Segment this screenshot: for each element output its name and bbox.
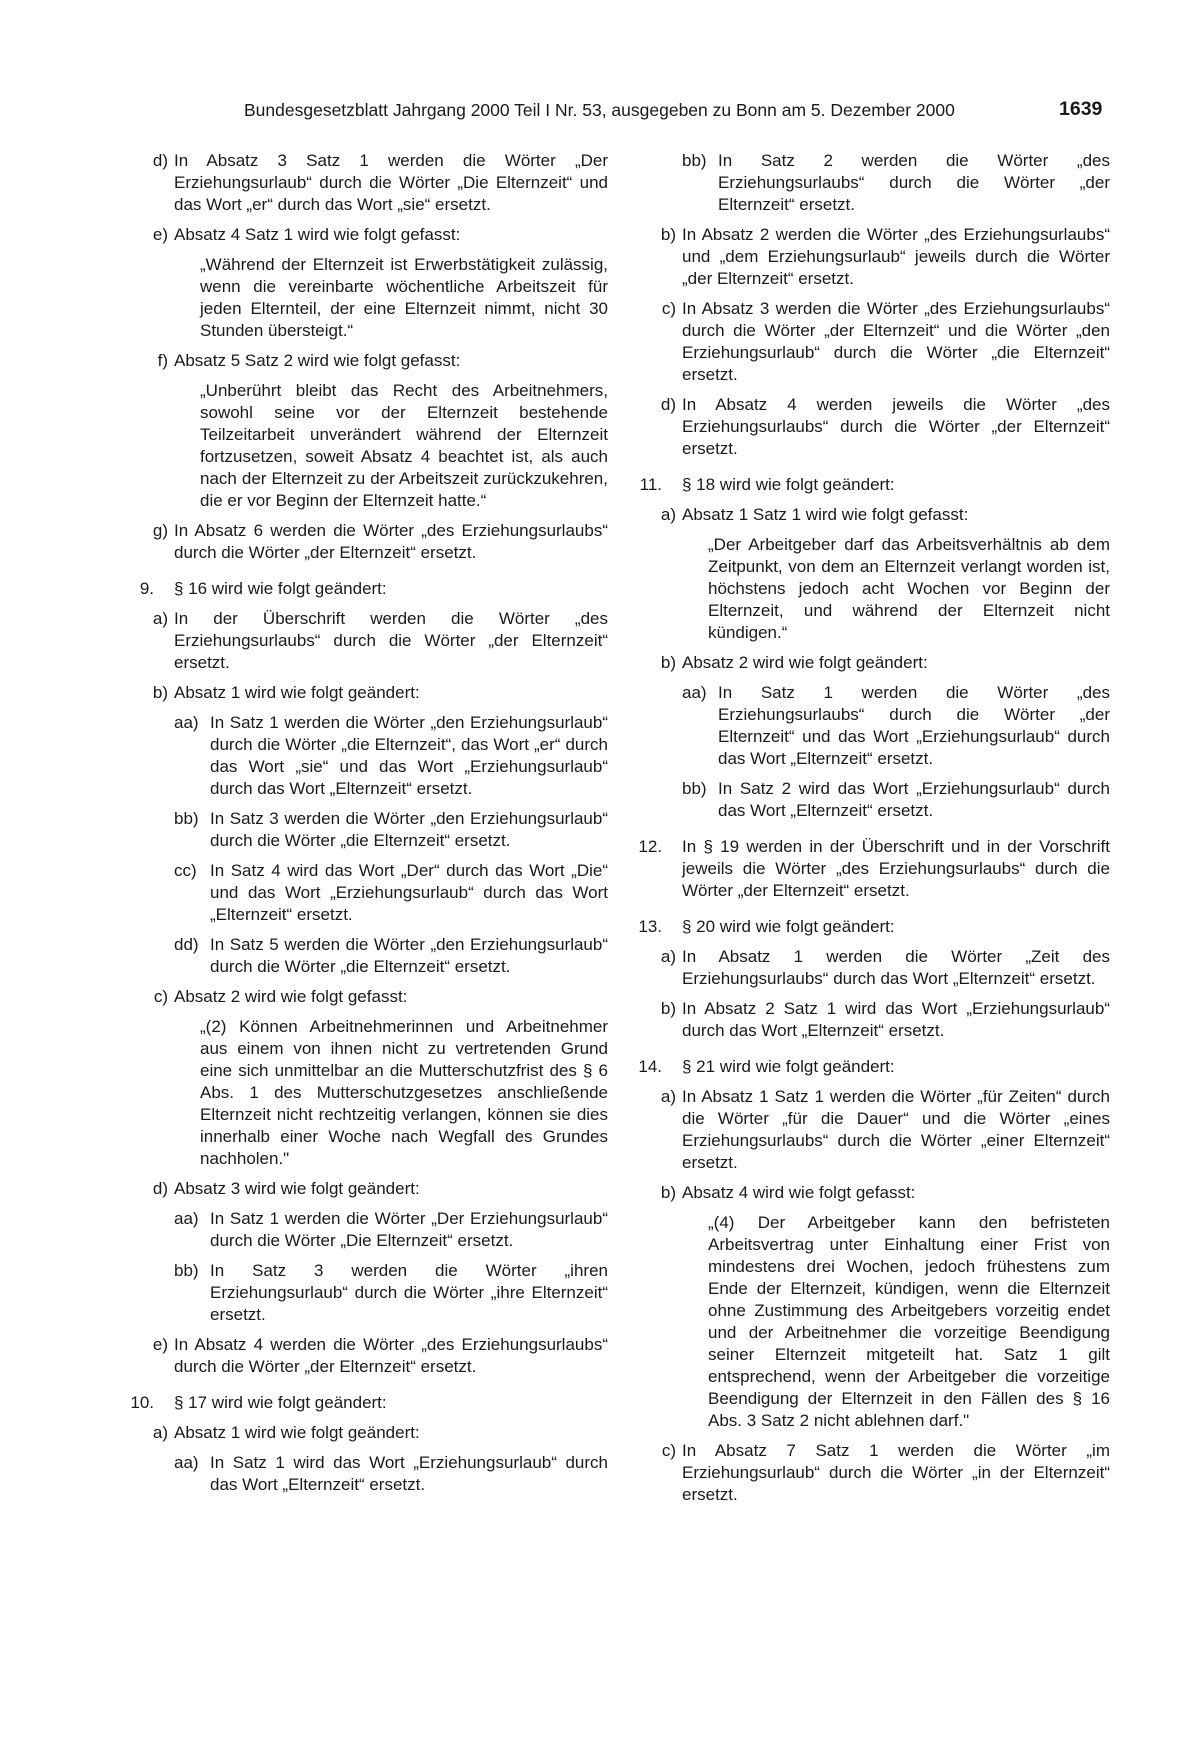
item-label: b) bbox=[660, 225, 676, 244]
lettered-item bbox=[152, 1422, 608, 1444]
item-text: In Absatz 1 werden die Wörter „Zeit des Erziehungsurlaubs“ durch das Wort „Elternzeit“ ersetzt. bbox=[682, 947, 1110, 988]
lettered-item bbox=[660, 652, 1110, 674]
item-text: In Absatz 3 Satz 1 werden die Wörter „Der Erziehungsurlaub“ durch die Wörter „Die Elternzeit“ und das Wort „er“ durch das Wort „sie“ ersetzt. bbox=[174, 151, 608, 214]
lettered-item bbox=[660, 1086, 1110, 1174]
item-label: aa) bbox=[682, 683, 707, 702]
item-text: Absatz 4 wird wie folgt gefasst: bbox=[682, 1183, 916, 1202]
item-text: Absatz 4 Satz 1 wird wie folgt gefasst: bbox=[174, 225, 461, 244]
item-label: d) bbox=[152, 151, 168, 170]
lettered-item bbox=[660, 946, 1110, 990]
numbered-item bbox=[120, 578, 608, 600]
numbered-item bbox=[120, 1392, 608, 1414]
item-text: In Satz 1 werden die Wörter „des Erziehungsurlaubs“ durch die Wörter „der Elternzeit“ und das Wort „Erziehungsurlaub“ durch das Wort „Elternzeit“ ersetzt. bbox=[718, 683, 1110, 768]
item-label: 10. bbox=[130, 1393, 154, 1412]
lettered-item bbox=[660, 224, 1110, 290]
lettered-item bbox=[152, 520, 608, 564]
item-text: Absatz 5 Satz 2 wird wie folgt gefasst: bbox=[174, 351, 461, 370]
item-text: In Absatz 7 Satz 1 werden die Wörter „im Erziehungsurlaub“ durch die Wörter „in der Elternzeit“ ersetzt. bbox=[682, 1441, 1110, 1504]
item-label: aa) bbox=[174, 1209, 199, 1228]
item-text: Absatz 2 wird wie folgt gefasst: bbox=[174, 987, 408, 1006]
lettered-item bbox=[157, 350, 608, 372]
item-text: Absatz 2 wird wie folgt geändert: bbox=[682, 653, 928, 672]
item-text: § 21 wird wie folgt geändert: bbox=[682, 1057, 895, 1076]
lettered-item bbox=[660, 998, 1110, 1042]
item-label: aa) bbox=[174, 713, 199, 732]
item-label: b) bbox=[660, 1183, 676, 1202]
item-label: d) bbox=[152, 1179, 168, 1198]
item-label: f) bbox=[157, 351, 168, 370]
lettered-item bbox=[152, 1178, 608, 1200]
sub-item bbox=[174, 934, 608, 978]
sub-item bbox=[682, 150, 1110, 216]
item-label: c) bbox=[661, 299, 676, 318]
numbered-item bbox=[628, 836, 1110, 902]
item-text: In Satz 1 werden die Wörter „den Erziehungsurlaub“ durch die Wörter „die Elternzeit“, das Wort „er“ durch das Wort „sie“ und das Wort „Erziehungsurlaub“ durch das Wort „Elternzeit“ ersetzt. bbox=[210, 713, 608, 798]
item-text: In Satz 1 werden die Wörter „Der Erziehungsurlaub“ durch die Wörter „Die Elternzeit“ ersetzt. bbox=[210, 1209, 608, 1250]
numbered-item bbox=[628, 1056, 1110, 1078]
lettered-item bbox=[152, 608, 608, 674]
item-text: In Satz 4 wird das Wort „Der“ durch das Wort „Die“ und das Wort „Erziehungsurlaub“ durch das Wort „Elternzeit“ ersetzt. bbox=[210, 861, 608, 924]
sub-item bbox=[174, 1452, 608, 1496]
page-header bbox=[0, 100, 1200, 130]
item-label: 9. bbox=[139, 579, 154, 598]
item-text: In Absatz 3 werden die Wörter „des Erziehungsurlaubs“ durch die Wörter „der Elternzeit“ und die Wörter „den Erziehungsurlaub“ durch die Wörter „die Elternzeit“ ersetzt. bbox=[682, 299, 1110, 384]
item-text: § 17 wird wie folgt geändert: bbox=[174, 1393, 387, 1412]
left-column bbox=[120, 150, 608, 1504]
quoted-text: „(2) Können Arbeitnehmerinnen und Arbeitnehmer aus einem von ihnen nicht zu vertretenden Grund eine sich unmittelbar an die Mutterschutzfrist des § 6 Abs. 1 des Mutterschutzgesetzes anschließende Elternzeit nicht rechtzeitig verlangen, können sie dies innerhalb einer Woche nach Wegfall des Grundes nachholen." bbox=[200, 1017, 608, 1168]
item-label: dd) bbox=[174, 935, 199, 954]
item-label: 14. bbox=[638, 1057, 662, 1076]
item-label: 11. bbox=[639, 475, 662, 494]
item-text: Absatz 1 wird wie folgt geändert: bbox=[174, 1423, 420, 1442]
item-label: bb) bbox=[174, 1261, 199, 1280]
item-text: In Absatz 6 werden die Wörter „des Erziehungsurlaubs“ durch die Wörter „der Elternzeit“ ersetzt. bbox=[174, 521, 608, 562]
sub-item bbox=[682, 682, 1110, 770]
lettered-item bbox=[660, 394, 1110, 460]
item-label: g) bbox=[152, 521, 168, 540]
item-label: a) bbox=[660, 947, 676, 966]
item-label: aa) bbox=[174, 1453, 199, 1472]
item-label: a) bbox=[152, 1423, 168, 1442]
item-label: b) bbox=[152, 683, 168, 702]
sub-item bbox=[174, 712, 608, 800]
item-text: Absatz 1 wird wie folgt geändert: bbox=[174, 683, 420, 702]
item-text: In Satz 3 werden die Wörter „ihren Erziehungsurlaub“ durch die Wörter „ihre Elternzeit“ ersetzt. bbox=[210, 1261, 608, 1324]
item-label: bb) bbox=[682, 151, 707, 170]
item-text: Absatz 1 Satz 1 wird wie folgt gefasst: bbox=[682, 505, 969, 524]
sub-item bbox=[174, 860, 608, 926]
sub-item bbox=[682, 778, 1110, 822]
item-text: In Satz 2 wird das Wort „Erziehungsurlaub“ durch das Wort „Elternzeit“ ersetzt. bbox=[718, 779, 1110, 820]
quoted-text: „Während der Elternzeit ist Erwerbstätigkeit zulässig, wenn die vereinbarte wöchentliche Arbeitszeit für jeden Elternteil, der eine Elternzeit nimmt, nicht 30 Stunden übersteigt.“ bbox=[200, 255, 608, 340]
page-number: 1639 bbox=[1059, 98, 1103, 120]
numbered-item bbox=[628, 916, 1110, 938]
item-text: § 18 wird wie folgt geändert: bbox=[682, 475, 895, 494]
sub-item bbox=[174, 808, 608, 852]
numbered-item bbox=[628, 474, 1110, 496]
item-label: e) bbox=[152, 1335, 168, 1354]
item-text: In Absatz 2 Satz 1 wird das Wort „Erziehungsurlaub“ durch das Wort „Elternzeit“ ersetzt. bbox=[682, 999, 1110, 1040]
right-column bbox=[628, 150, 1110, 1514]
item-text: Absatz 3 wird wie folgt geändert: bbox=[174, 1179, 420, 1198]
item-label: b) bbox=[660, 653, 676, 672]
lettered-item bbox=[153, 986, 608, 1008]
lettered-item bbox=[152, 682, 608, 704]
item-text: In Satz 5 werden die Wörter „den Erziehungsurlaub“ durch die Wörter „die Elternzeit“ ersetzt. bbox=[210, 935, 608, 976]
item-label: c) bbox=[153, 987, 168, 1006]
item-text: § 20 wird wie folgt geändert: bbox=[682, 917, 895, 936]
item-text: In Absatz 1 Satz 1 werden die Wörter „für Zeiten“ durch die Wörter „für die Dauer“ und die Wörter „eines Erziehungsurlaubs“ durch die Wörter „einer Elternzeit“ ersetzt. bbox=[682, 1087, 1110, 1172]
item-label: 13. bbox=[638, 917, 662, 936]
item-label: e) bbox=[152, 225, 168, 244]
item-label: d) bbox=[660, 395, 676, 414]
item-text: In Satz 2 werden die Wörter „des Erziehungsurlaubs“ durch die Wörter „der Elternzeit“ ersetzt. bbox=[718, 151, 1110, 214]
item-label: bb) bbox=[174, 809, 199, 828]
item-text: In § 19 werden in der Überschrift und in der Vorschrift jeweils die Wörter „des Erziehungsurlaubs“ durch die Wörter „der Elternzeit“ ersetzt. bbox=[682, 837, 1110, 900]
lettered-item bbox=[152, 224, 608, 246]
item-text: In Absatz 2 werden die Wörter „des Erziehungsurlaubs“ und „dem Erziehungsurlaub“ jeweils durch die Wörter „der Elternzeit“ ersetzt. bbox=[682, 225, 1110, 288]
item-label: b) bbox=[660, 999, 676, 1018]
lettered-item bbox=[661, 298, 1110, 386]
lettered-item bbox=[660, 1182, 1110, 1204]
item-label: c) bbox=[661, 1441, 676, 1460]
item-label: 12. bbox=[638, 837, 662, 856]
item-text: In der Überschrift werden die Wörter „des Erziehungsurlaubs“ durch die Wörter „der Elternzeit“ ersetzt. bbox=[174, 609, 608, 672]
item-text: In Absatz 4 werden die Wörter „des Erziehungsurlaubs“ durch die Wörter „der Elternzeit“ ersetzt. bbox=[174, 1335, 608, 1376]
quoted-text: „Unberührt bleibt das Recht des Arbeitnehmers, sowohl seine vor der Elternzeit bestehende Teilzeitarbeit unverändert während der Elternzeit fortzusetzen, soweit Absatz 4 beachtet ist, als auch nach der Elternzeit zu der Arbeitszeit zurückzukehren, die er vor Beginn der Elternzeit hatte.“ bbox=[200, 381, 608, 510]
item-text: In Satz 3 werden die Wörter „den Erziehungsurlaub“ durch die Wörter „die Elternzeit“ ersetzt. bbox=[210, 809, 608, 850]
quoted-text: „(4) Der Arbeitgeber kann den befristeten Arbeitsvertrag unter Einhaltung einer Frist von mindestens drei Wochen, jedoch frühestens zum Ende der Elternzeit, kündigen, wenn die Elternzeit ohne Zustimmung des Arbeitgebers vorzeitig endet und der Arbeitnehmer die vorzeitige Beendigung seiner Elternzeit mitgeteilt hat. Satz 1 gilt entsprechend, wenn der Arbeitgeber die vorzeitige Beendigung der Elternzeit in den Fällen des § 16 Abs. 3 Satz 2 nicht ablehnen darf." bbox=[708, 1213, 1110, 1430]
lettered-item bbox=[152, 1334, 608, 1378]
lettered-item bbox=[152, 150, 608, 216]
lettered-item bbox=[661, 1440, 1110, 1506]
lettered-item bbox=[660, 504, 1110, 526]
sub-item bbox=[174, 1208, 608, 1252]
item-text: In Absatz 4 werden jeweils die Wörter „des Erziehungsurlaubs“ durch die Wörter „der Elternzeit“ ersetzt. bbox=[682, 395, 1110, 458]
item-label: a) bbox=[660, 1087, 676, 1106]
item-label: a) bbox=[660, 505, 676, 524]
quoted-text: „Der Arbeitgeber darf das Arbeitsverhältnis ab dem Zeitpunkt, von dem an Elternzeit verlangt worden ist, höchstens jedoch acht Wochen vor Beginn der Elternzeit, und während der Elternzeit nicht kündigen.“ bbox=[708, 535, 1110, 642]
item-label: cc) bbox=[174, 861, 197, 880]
item-text: § 16 wird wie folgt geändert: bbox=[174, 579, 387, 598]
sub-item bbox=[174, 1260, 608, 1326]
item-label: a) bbox=[152, 609, 168, 628]
item-label: bb) bbox=[682, 779, 707, 798]
item-text: In Satz 1 wird das Wort „Erziehungsurlaub“ durch das Wort „Elternzeit“ ersetzt. bbox=[210, 1453, 608, 1494]
header-title: Bundesgesetzblatt Jahrgang 2000 Teil I Nr. 53, ausgegeben zu Bonn am 5. Dezember 2000 bbox=[244, 100, 955, 120]
